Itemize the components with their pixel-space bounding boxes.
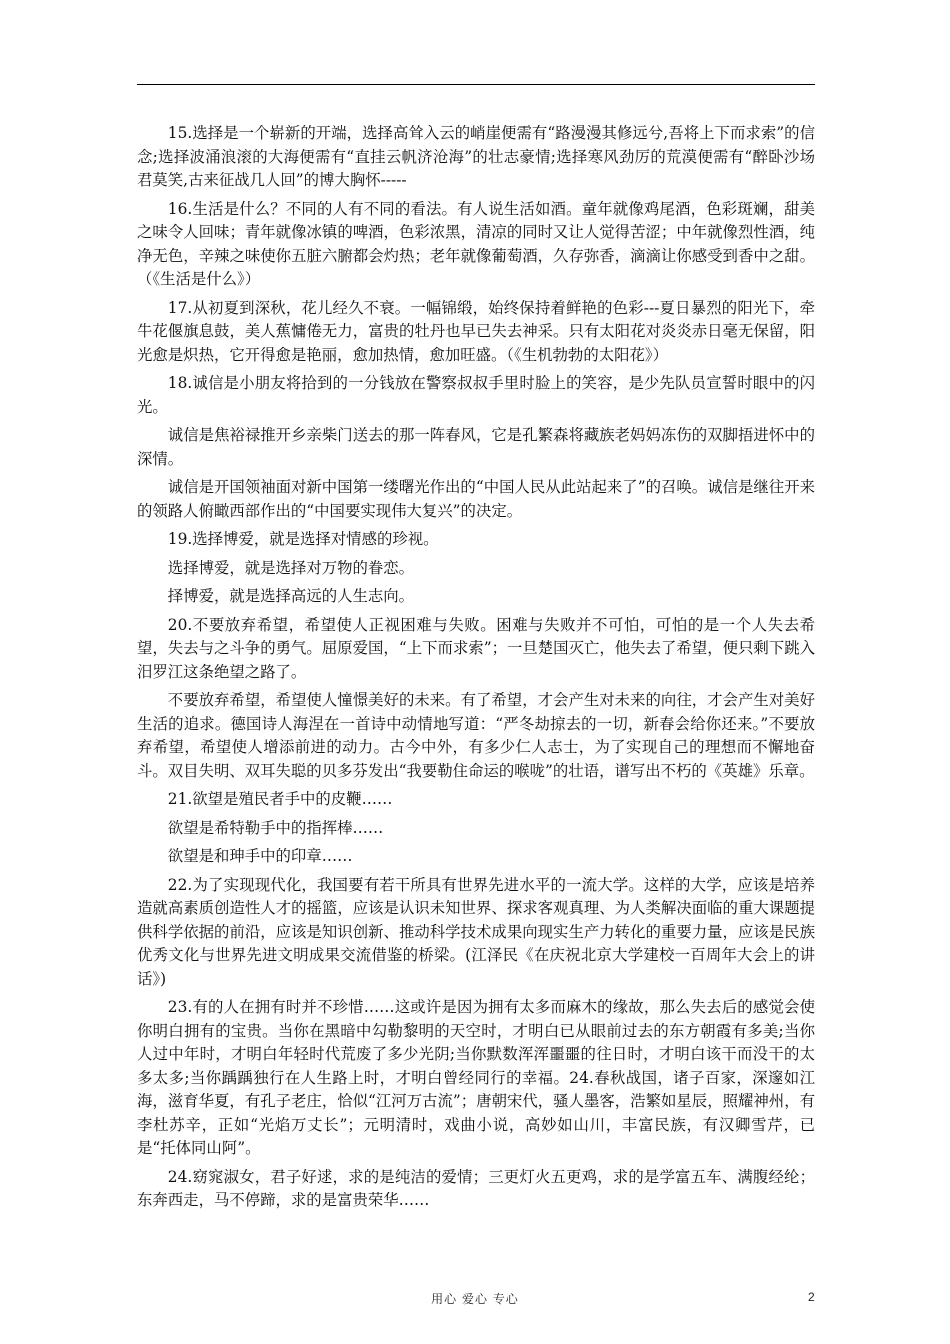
paragraph-15: 15.选择是一个崭新的开端，选择高耸入云的峭崖便需有“路漫漫其修远兮,吾将上下而求索”的信念;选择波涌浪滚的大海便需有“直挂云帆济沧海”的壮志豪情;选择寒风劲厉的荒漠便需有“醉卧沙场君莫笑,古来征战几人回”的博大胸怀-----: [137, 124, 815, 189]
paragraph-17: 17.从初夏到深秋，花儿经久不衰。一幅锦缎，始终保持着鲜艳的色彩---夏日暴烈的阳光下，牵牛花偃旗息鼓，美人蕉慵倦无力，富贵的牡丹也早已失去神采。只有太阳花对炎炎赤日毫无保留，阳光愈是炽热，它开得愈是艳丽，愈加热情，愈加旺盛。（《生机勃勃的太阳花》）: [137, 298, 815, 364]
header-rule: [137, 84, 815, 85]
footer-motto: 用心 爱心 专心: [431, 1292, 519, 1306]
paragraph-19-b: 选择博爱，就是选择对万物的眷恋。: [167, 558, 415, 577]
paragraph-20-b: 不要放弃希望，希望使人憧憬美好的未来。有了希望，才会产生对未来的向往，才会产生对美好生活的追求。德国诗人海涅在一首诗中动情地写道：“严冬劫掠去的一切，新春会给你还来。”不要放弃希望，希望使人增添前进的动力。古今中外，有多少仁人志士，为了实现自己的理想而不懈地奋斗。双目失明、双耳失聪的贝多芬发出“我要勒住命运的喉咙”的壮语，谱写出不朽的《英雄》乐章。: [137, 691, 815, 780]
paragraph-24: 24.窈窕淑女，君子好逑，求的是纯洁的爱情；三更灯火五更鸡，求的是学富五车、满腹经纶；东奔西走，马不停蹄，求的是富贵荣华……: [137, 1167, 815, 1209]
document-body: [137, 122, 815, 1218]
paragraph-18-b: 诚信是焦裕禄推开乡亲柴门送去的那一阵春风，它是孔繁森将藏族老妈妈冻伤的双脚捂进怀中的深情。: [137, 426, 815, 468]
paragraph-21-b: 欲望是希特勒手中的指挥棒……: [167, 818, 384, 837]
page-number: 2: [808, 1290, 815, 1304]
paragraph-18: 18.诚信是小朋友将拾到的一分钱放在警察叔叔手里时脸上的笑容，是少先队员宣誓时眼中的闪光。: [137, 374, 815, 416]
paragraph-21: 21.欲望是殖民者手中的皮鞭……: [167, 790, 393, 808]
paragraph-19: 19.选择博爱，就是选择对情感的珍视。: [167, 530, 439, 548]
paragraph-19-c: 择博爱，就是选择高远的人生志向。: [167, 587, 415, 605]
paragraph-18-c: 诚信是开国领袖面对新中国第一缕曙光作出的“中国人民从此站起来了”的召唤。诚信是继往开来的领路人俯瞰西部作出的“中国要实现伟大复兴”的决定。: [137, 478, 815, 520]
paragraph-16: 16.生活是什么？不同的人有不同的看法。有人说生活如酒。童年就像鸡尾酒，色彩斑斓，甜美之味令人回味；青年就像冰镇的啤酒，色彩浓黑，清凉的同时又让人觉得苦涩；中年就像烈性酒，纯净无色，辛辣之味使你五脏六腑都会灼热；老年就像葡萄酒，久存弥香，滴滴让你感受到香中之甜。（《生活是什么》）: [137, 199, 815, 288]
paragraph-21-c: 欲望是和珅手中的印章……: [167, 847, 353, 865]
paragraph-23: 23.有的人在拥有时并不珍惜……这或许是因为拥有太多而麻木的缘故，那么失去后的感觉会使你明白拥有的宝贵。当你在黑暗中勾勒黎明的天空时，才明白已从眼前过去的东方朝霞有多美;当你人过中年时，才明白年轻时代荒废了多少光阴;当你默数浑浑噩噩的往日时，才明白该干而没干的太多太多;当你踽踽独行在人生路上时，才明白曾经同行的幸福。24.春秋战国，诸子百家，深邃如江海，滋育华夏，有孔子老庄，恰似“江河万古流”；唐朝宋代，骚人墨客，浩繁如星辰，照耀神州，有李杜苏辛，正如“光焰万丈长”；元明清时，戏曲小说，高妙如山川，丰富民族，有汉卿雪芹，已是“托体同山阿”。: [137, 998, 815, 1157]
paragraph-20: 20.不要放弃希望，希望使人正视困难与失败。困难与失败并不可怕，可怕的是一个人失去希望，失去与之斗争的勇气。屈原爱国，“上下而求索”；一旦楚国灭亡，他失去了希望，便只剩下跳入汨罗江这条绝望之路了。: [137, 615, 815, 681]
paragraph-22: 22.为了实现现代化，我国要有若干所具有世界先进水平的一流大学。这样的大学，应该是培养造就高素质创造性人才的摇篮，应该是认识未知世界、探求客观真理、为人类解决面临的重大课题提供科学依据的前沿，应该是知识创新、推动科学技术成果向现实生产力转化的重要力量，应该是民族优秀文化与世界先进文明成果交流借鉴的桥梁。(江泽民《在庆祝北京大学建校一百周年大会上的讲话》): [137, 875, 815, 988]
